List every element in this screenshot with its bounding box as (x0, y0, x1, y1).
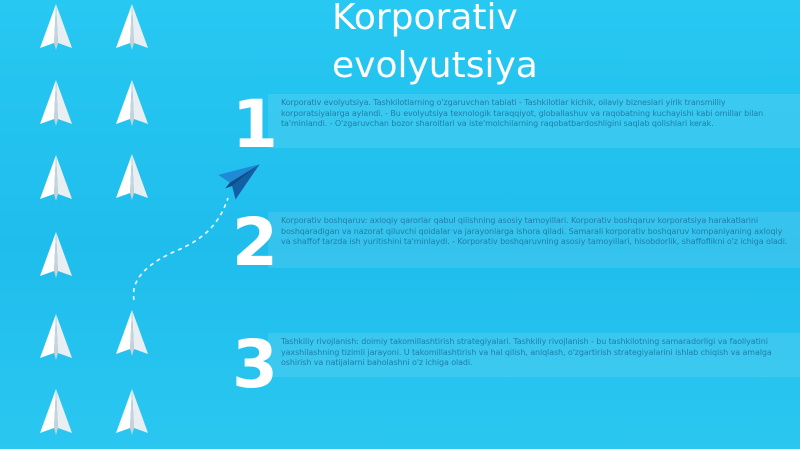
section-number-1: 1 (232, 86, 278, 163)
section-text-3: Tashkiliy rivojlanish: doimiy takomillashtirish strategiyalari. Tashkiliy rivojlanish - bu tashkilotning samaradorligi va faoliyatini yaxshilashning tizimli jarayoni. U takomillashtirish va hal qilish, aniqlash, o'zgartirish strategiyalarini ishlab chiqish va amalga oshirish va natijalarni baholashni o'z ichiga oladi. (281, 337, 772, 367)
flight-path-dashed (133, 198, 228, 300)
paper-plane-icon (40, 80, 72, 126)
paper-plane-icon (40, 4, 72, 50)
slide-title (332, 0, 538, 90)
title-line-2: evolyutsiya (332, 45, 538, 86)
paper-plane-icon (116, 310, 148, 356)
paper-plane-icon (116, 154, 148, 200)
section-text-1: Korporativ evolyutsiya. Tashkilotlarning o'zgaruvchan tabiati - Tashkilotlar kichik, oilaviy bizneslari yirik transmilliy korporatsiyalarga aylandi. - Bu evolyutsiya texnologik taraqqiyot, globallashuv va raqobatning kuchayishi kabi omillar bilan ta'minlandi. - O'zgaruvchan bozor sharoitlari va iste'molchilarning raqobatbardoshligini saqlab qolishlari kerak. (281, 98, 764, 128)
paper-plane-icon (40, 314, 72, 360)
title-line-1: Korporativ (332, 0, 518, 38)
paper-plane-icon (116, 80, 148, 126)
section-number-3: 3 (232, 326, 278, 403)
paper-plane-icon (40, 232, 72, 278)
section-text-2: Korporativ boshqaruv: axloqiy qarorlar qabul qilishning asosiy tamoyillari. Korporativ boshqaruv korporatsiya harakatlarini boshqaradigan va nazorat qiluvchi qoidalar va jarayonlarga ishora qiladi. Samarali korporativ boshqaruv kompaniyaning axloqiy va shaffof tarzda ish yuritishini ta'minlaydi. - Korporativ boshqaruvning asosiy tamoyillari, hisobdorlik, shaffoflikni o'z ichiga oladi. (281, 216, 788, 246)
paper-plane-icon (40, 155, 72, 201)
paper-plane-icon (40, 389, 72, 435)
paper-plane-icon (116, 389, 148, 435)
paper-plane-icon (116, 4, 148, 50)
section-number-2: 2 (232, 204, 278, 281)
